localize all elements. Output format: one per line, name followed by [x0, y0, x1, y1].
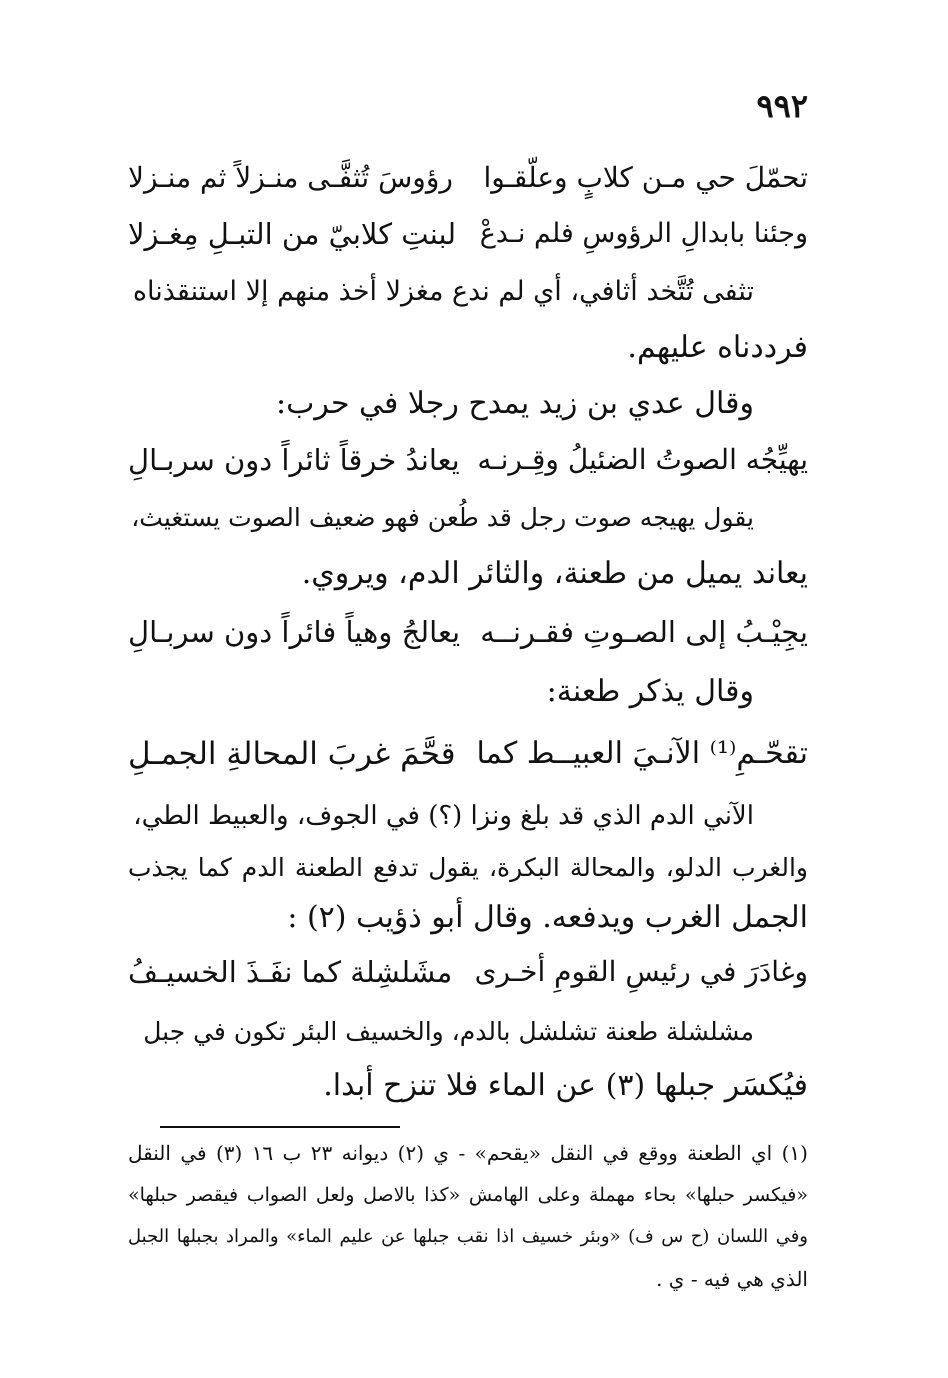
verse-line — [128, 206, 808, 262]
prose-line: الآني الدم الذي قد بلغ ونزا (؟) في الجوف، والعبيط الطي، — [133, 801, 754, 831]
verse-hemistich-second: يعالجُ وهياً فائراً دون سربـالِ — [128, 615, 461, 649]
verse-hemistich-first: وجئنا بابدالِ الرؤوسِ فلم نـدعْ — [479, 218, 808, 249]
footnote-line: الذي هي فيه - ي . — [656, 1267, 808, 1291]
prose-line: والغرب الدلو، والمحالة البكرة، يقول تدفع الطعنة الدم كما يجذب — [128, 853, 808, 882]
prose-line: مشلشلة طعنة تشلشل بالدم، والخسيف البئر تكون في جبل — [143, 1017, 754, 1046]
prose-line: الجمل الغرب ويدفعه. وقال أبو ذؤيب (٢) : — [287, 900, 808, 935]
verse-line — [128, 944, 808, 1000]
verse-line — [128, 726, 808, 782]
verse-hemistich-first: وغادَرَ في رئيسِ القومِ أخـرى — [474, 955, 808, 988]
footnote-line: «فيكسر حبلها» بحاء مهملة وعلى الهامش «كذا بالاصل ولعل الصواب فيقصر حبلها» — [128, 1184, 808, 1206]
prose-line: فيُكسَر جبلها (٣) عن الماء فلا تنزح أبدا. — [323, 1068, 808, 1103]
verse-hemistich-second: قحَّمَ غربَ المحالةِ الجمـلِ — [128, 736, 456, 772]
prose-line: فرددناه عليهم. — [627, 330, 808, 365]
verse-hemistich-first: يهيِّجُه الصوتُ الضئيلُ وقِـرنـه — [477, 443, 808, 476]
prose-line: تثفى تُتَّخد أثافي، أي لم ندع مغزلا أخذ منهم إلا استنقذناه — [132, 276, 754, 307]
verse-line — [128, 432, 808, 488]
prose-line: وقال عدي بن زيد يمدح رجلا في حرب: — [276, 386, 754, 421]
prose-line: وقال يذكر طعنة: — [546, 674, 754, 709]
prose-line: يعاند يميل من طعنة، والثائر الدم، ويروي. — [301, 556, 808, 591]
verse-hemistich-first: تحمّلَ حي مـن كلابٍ وعلّقـوا — [483, 161, 808, 194]
footnote-line: (١) اي الطعنة ووقع في النقل «يقحم» - ي (٢) ديوانه ٢٣ ب ١٦ (٣) في النقل — [128, 1141, 808, 1165]
verse-hemistich-first: يجِيْـبُ إلى الصـوتِ فقـرنــه — [480, 615, 808, 649]
verse-hemistich-second: يعاندُ خرقاً ثائراً دون سربـالِ — [128, 443, 460, 477]
verse-hemistich-second: لبنتِ كلابيّ من التبـلِ مِغـزلا — [128, 217, 457, 251]
verse-line — [128, 150, 808, 206]
verse-hemistich-second: مشَلشِلة كما نفَـذَ الخسيـفُ — [128, 955, 453, 989]
verse-line — [128, 604, 808, 660]
verse-hemistich-second: رؤوسَ تُثفَّـى منـزلاً ثم منـزلا — [128, 161, 453, 194]
prose-line: يقول يهيجه صوت رجل قد طُعن فهو ضعيف الصوت يستغيث، — [131, 503, 754, 532]
page-number: ٩٩٢ — [756, 87, 808, 125]
verse-hemistich-first: تقحّـمِ⁽¹⁾ الآنـيَ العبيــط كما — [476, 736, 808, 771]
footnote-separator — [160, 1126, 400, 1128]
footnote-line: وفي اللسان (ح س ف) «وبئر خسيف اذا نقب جبلها عن عليم الماء» والمراد بجبلها الجبل — [128, 1226, 808, 1247]
